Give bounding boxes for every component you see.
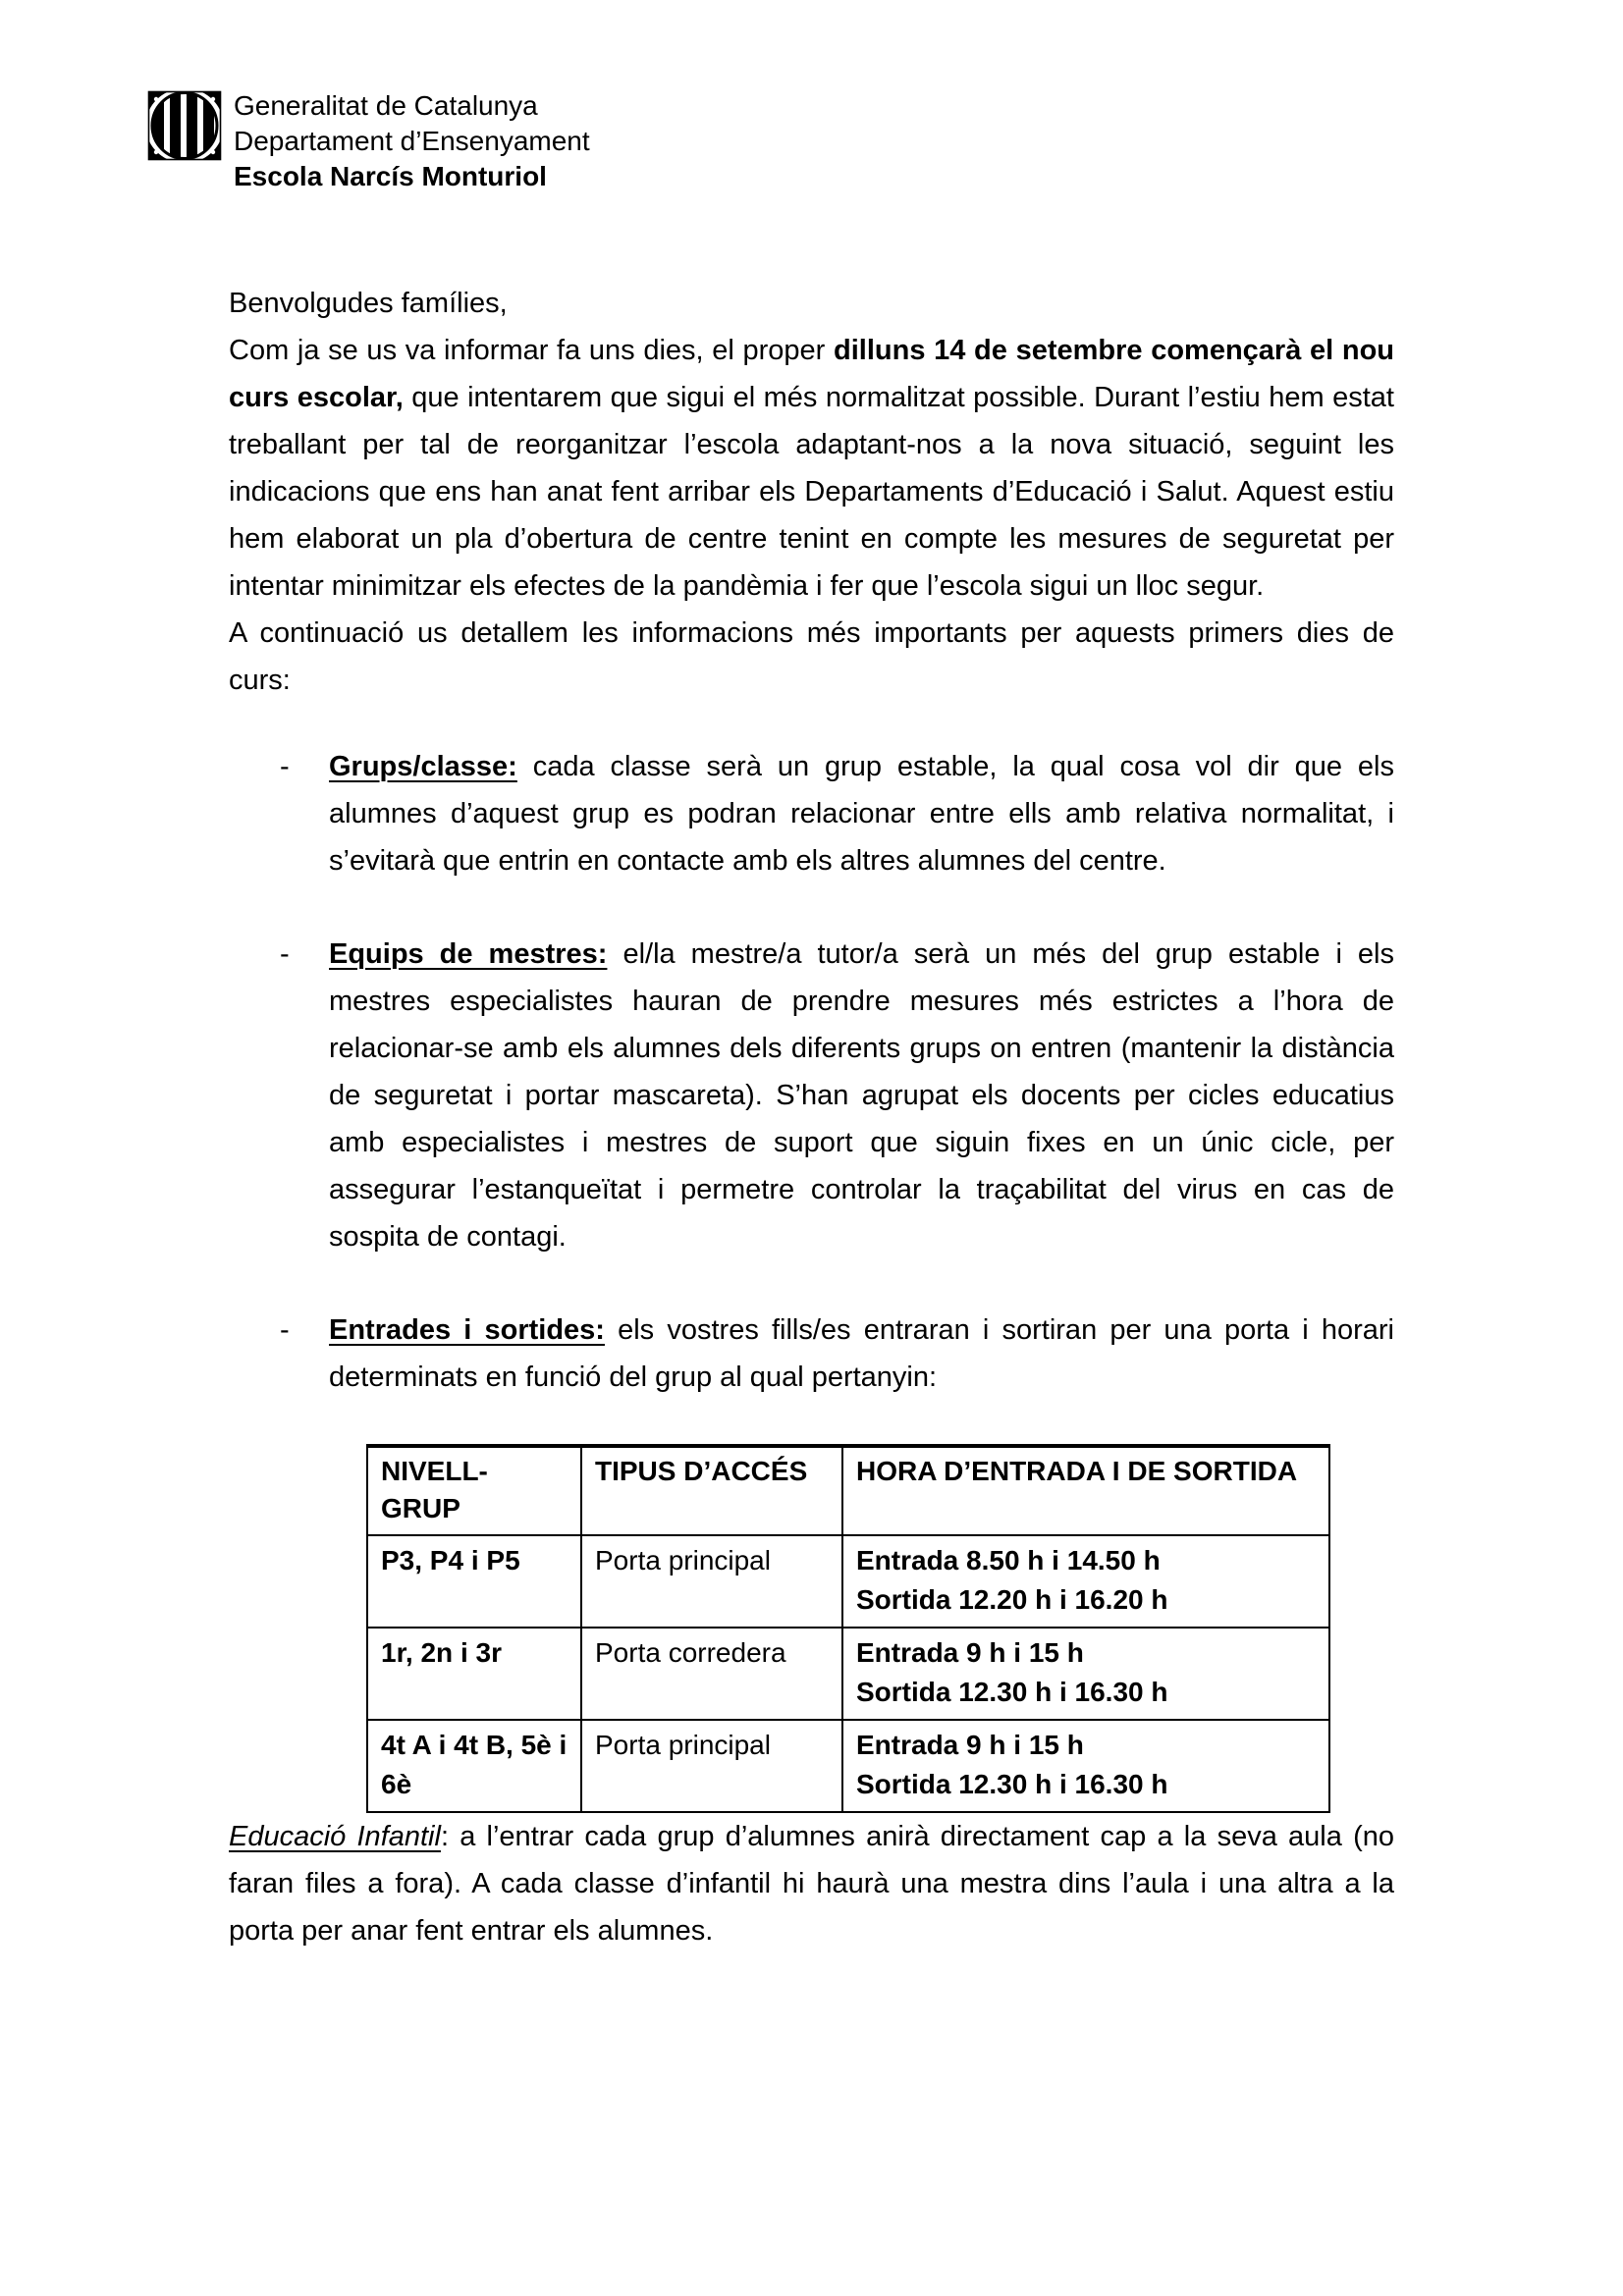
info-bullet-list [229,743,1394,1401]
header-nivell-grup: NIVELL- GRUP [367,1446,581,1535]
bullet-equips-mestres-text [329,931,1394,1260]
educacio-infantil-body: : a l’entrar cada grup d’alumnes anirà directament cap a la seva aula (no faran files a fora). A cada classe d’infantil hi haurà una mestra dins l’aula i una altra a la porta per anar fent entrar els alumnes. [229,1821,1394,1947]
header-hora: HORA D’ENTRADA I DE SORTIDA [842,1446,1329,1535]
educacio-infantil-paragraph [229,1813,1394,1954]
bullet-grups-classe-head: Grups/classe: [329,751,517,782]
table-row [367,1720,1329,1812]
hora-sortida: Sortida 12.30 h i 16.30 h [856,1677,1168,1707]
org-name: Generalitat de Catalunya [234,90,538,121]
cell-nivell: 4t A i 4t B, 5è i 6è [367,1720,581,1812]
hora-entrada: Entrada 8.50 h i 14.50 h [856,1545,1161,1575]
bullet-entrades-sortides-head: Entrades i sortides: [329,1314,605,1346]
cell-nivell: P3, P4 i P5 [367,1535,581,1628]
letterhead-text [234,88,590,194]
greeting: Benvolgudes famílies, [229,288,508,319]
hora-sortida: Sortida 12.20 h i 16.20 h [856,1584,1168,1615]
generalitat-coat-of-arms-icon [147,90,222,161]
hora-entrada: Entrada 9 h i 15 h [856,1637,1084,1668]
intro-bold-start-date: dilluns 14 de setembre començarà el nou curs escolar, [229,335,1395,413]
table-row [367,1628,1329,1720]
cell-hora [842,1628,1329,1720]
bullet-grups-classe-body: cada classe serà un grup estable, la qual cosa vol dir que els alumnes d’aquest grup es podran relacionar entre ells amb relativa normalitat, i s’evitarà que entrin en contacte amb els altres alumnes del centre. [329,751,1394,877]
cell-nivell: 1r, 2n i 3r [367,1628,581,1720]
intro-paragraph [229,327,1394,610]
bullet-entrades-sortides-body: els vostres fills/es entraran i sortiran per una porta i horari determinats en funció del grup al qual pertanyin: [329,1314,1394,1393]
letterhead [147,88,590,194]
bullet-grups-classe [229,743,1394,884]
cell-acces: Porta principal [581,1720,842,1812]
intro-text-pre: Com ja se us va informar fa uns dies, el proper [229,335,835,366]
school-name: Escola Narcís Monturiol [234,161,547,191]
hora-entrada: Entrada 9 h i 15 h [856,1730,1084,1760]
header-tipus-acces: TIPUS D’ACCÉS [581,1446,842,1535]
details-intro-paragraph: A continuació us detallem les informacions més importants per aquests primers dies de curs: [229,617,1394,696]
bullet-marker: - [280,1314,290,1346]
bullet-marker: - [280,938,290,970]
table-row [367,1535,1329,1628]
cell-hora [842,1535,1329,1628]
hora-sortida: Sortida 12.30 h i 16.30 h [856,1769,1168,1799]
cell-acces: Porta corredera [581,1628,842,1720]
intro-text-post: que intentarem que sigui el més normalitzat possible. Durant l’estiu hem estat treballant per tal de reorganitzar l’escola adaptant-nos a la nova situació, seguint les indicacions que ens han anat fent arribar els Departaments d’Educació i Salut. Aquest estiu hem elaborat un pla d’obertura de centre tenint en compte les mesures de seguretat per intentar minimitzar els efectes de la pandèmia i fer que l’escola sigui un lloc segur. [229,382,1394,602]
schedule-table [366,1444,1330,1813]
bullet-equips-mestres-head: Equips de mestres: [329,938,608,970]
bullet-marker: - [280,751,290,782]
department-name: Departament d’Ensenyament [234,126,590,156]
cell-hora [842,1720,1329,1812]
cell-acces: Porta principal [581,1535,842,1628]
bullet-equips-mestres-body: el/la mestre/a tutor/a serà un més del grup estable i els mestres especialistes hauran de prendre mesures més estrictes a l’hora de relacionar-se amb els alumnes dels diferents grups on entren (mantenir la distància de seguretat i portar mascareta). S’han agrupat els docents per cicles educatius amb especialistes i mestres de suport que siguin fixes en un únic cicle, per assegurar l’estanqueïtat i permetre controlar la traçabilitat del virus en cas de sospita de contagi. [329,938,1394,1253]
table-header-row [367,1446,1329,1535]
bullet-entrades-sortides-text [329,1307,1394,1401]
bullet-grups-classe-text [329,743,1394,884]
educacio-infantil-head: Educació Infantil [229,1821,441,1852]
bullet-equips-mestres [229,931,1394,1260]
bullet-entrades-sortides [229,1307,1394,1401]
